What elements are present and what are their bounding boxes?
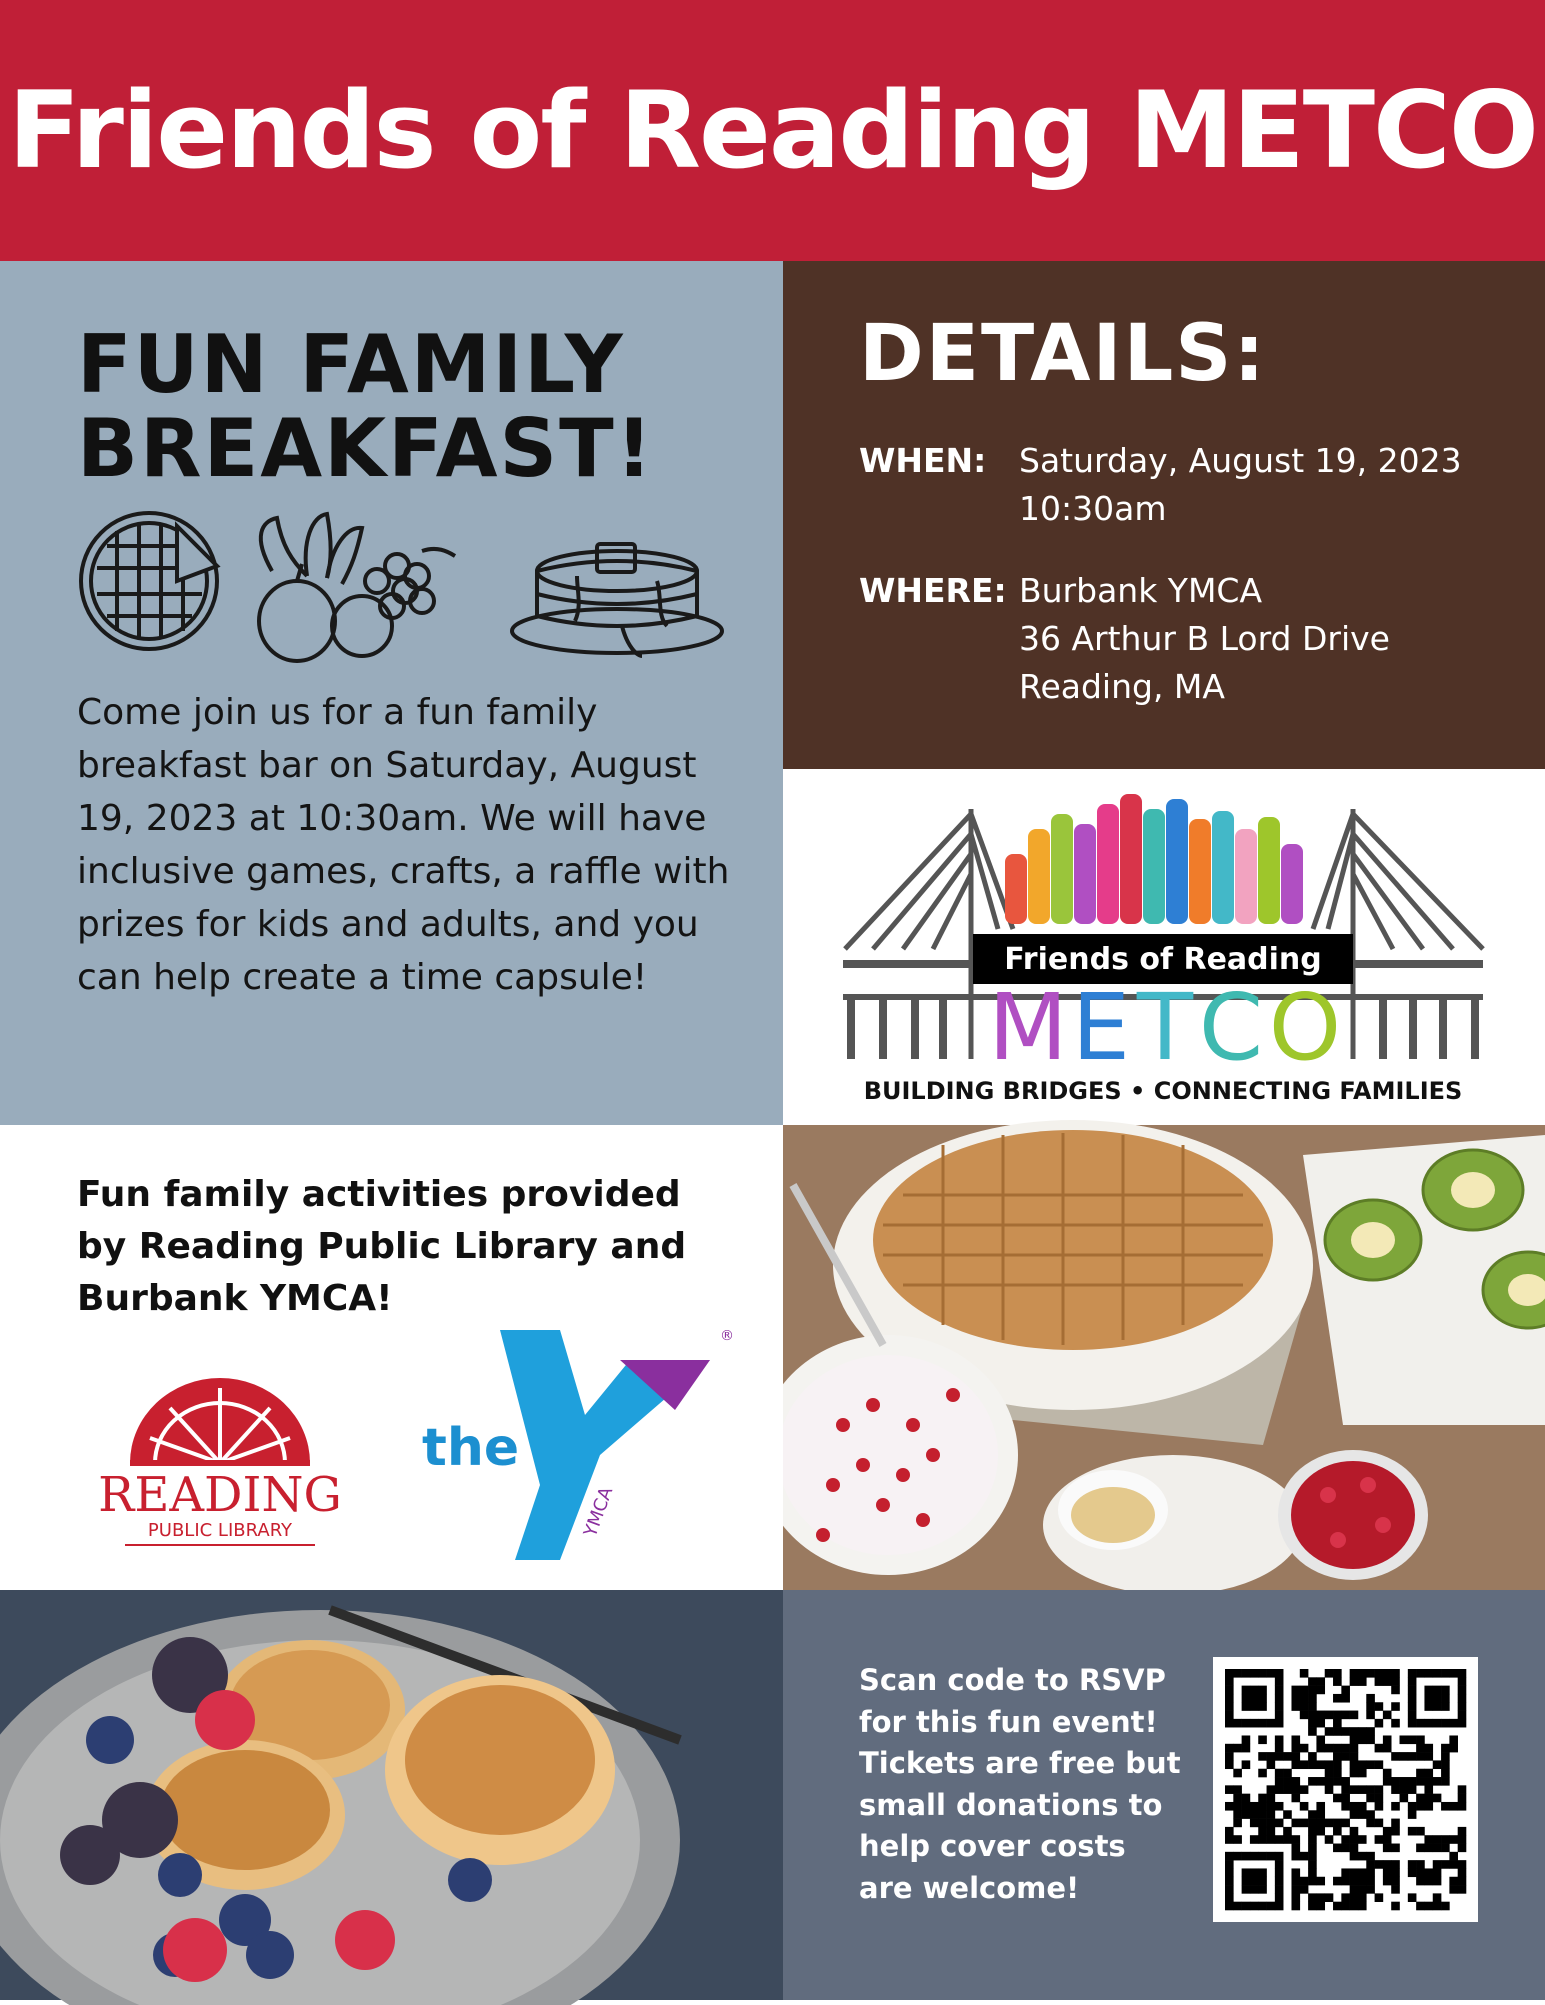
metco-letter-m: M xyxy=(988,974,1068,1081)
breakfast-icons xyxy=(77,506,727,666)
where-label: WHERE: xyxy=(859,571,1007,610)
where-value xyxy=(1019,567,1390,711)
header-banner xyxy=(0,0,1545,261)
fruit-icon xyxy=(259,514,455,661)
when-time: 10:30am xyxy=(1019,489,1167,528)
library-name: READING xyxy=(98,1467,342,1523)
ymca-logo xyxy=(420,1320,734,1560)
ymca-the: the xyxy=(422,1418,520,1478)
bridge-logo-graphic xyxy=(783,769,1545,1125)
details-panel xyxy=(783,261,1545,769)
waffle-icon xyxy=(81,513,217,649)
metco-letter-t: T xyxy=(1136,974,1194,1081)
raised-hands-icon xyxy=(1005,794,1303,924)
metco-letter-o: O xyxy=(1268,974,1342,1081)
intro-panel xyxy=(0,261,783,1125)
rsvp-text: Scan code to RSVP for this fun event! Tickets are free but small donations to help cover costs are welcome! xyxy=(859,1663,1181,1905)
logo-banner-text: Friends of Reading xyxy=(1004,942,1322,977)
partners-text: Fun family activities provided by Reading Public Library and Burbank YMCA! xyxy=(77,1174,687,1319)
library-subtitle: PUBLIC LIBRARY xyxy=(147,1520,293,1541)
partners-panel xyxy=(0,1125,783,1590)
rsvp-panel xyxy=(783,1590,1545,2000)
when-value xyxy=(1019,437,1462,533)
event-description: Come join us for a fun family breakfast bar on Saturday, August 19, 2023 at 10:30am. We will have inclusive games, crafts, a raffle with prizes for kids and adults, and you can help create a time capsule! xyxy=(77,692,730,998)
flyer-title: Friends of Reading METCO xyxy=(8,68,1537,192)
reading-library-logo xyxy=(70,1363,370,1563)
when-date: Saturday, August 19, 2023 xyxy=(1019,441,1462,480)
metco-letter-c: C xyxy=(1198,974,1264,1081)
qr-code-icon xyxy=(1213,1657,1478,1922)
where-venue: Burbank YMCA xyxy=(1019,571,1263,610)
metco-wordmark xyxy=(988,974,1341,1081)
where-street: 36 Arthur B Lord Drive xyxy=(1019,619,1390,658)
where-city: Reading, MA xyxy=(1019,667,1225,706)
when-label: WHEN: xyxy=(859,441,987,480)
pancakes-icon xyxy=(512,544,722,656)
metco-logo xyxy=(783,769,1545,1125)
ymca-vertical-text: YMCA xyxy=(579,1484,618,1540)
metco-letter-e: E xyxy=(1071,974,1131,1081)
logo-tagline: BUILDING BRIDGES • CONNECTING FAMILIES xyxy=(863,1077,1463,1105)
registered-mark: ® xyxy=(720,1328,734,1344)
waffle-breakfast-photo xyxy=(783,1125,1545,1590)
waffle-photo-image xyxy=(783,1125,1545,1590)
event-heading: FUN FAMILY BREAKFAST! xyxy=(77,318,655,495)
rsvp-qr-code[interactable] xyxy=(1213,1657,1478,1922)
details-heading: DETAILS: xyxy=(859,309,1267,399)
pancake-berries-photo xyxy=(0,1590,783,2000)
pancake-photo-image xyxy=(0,1590,783,2000)
